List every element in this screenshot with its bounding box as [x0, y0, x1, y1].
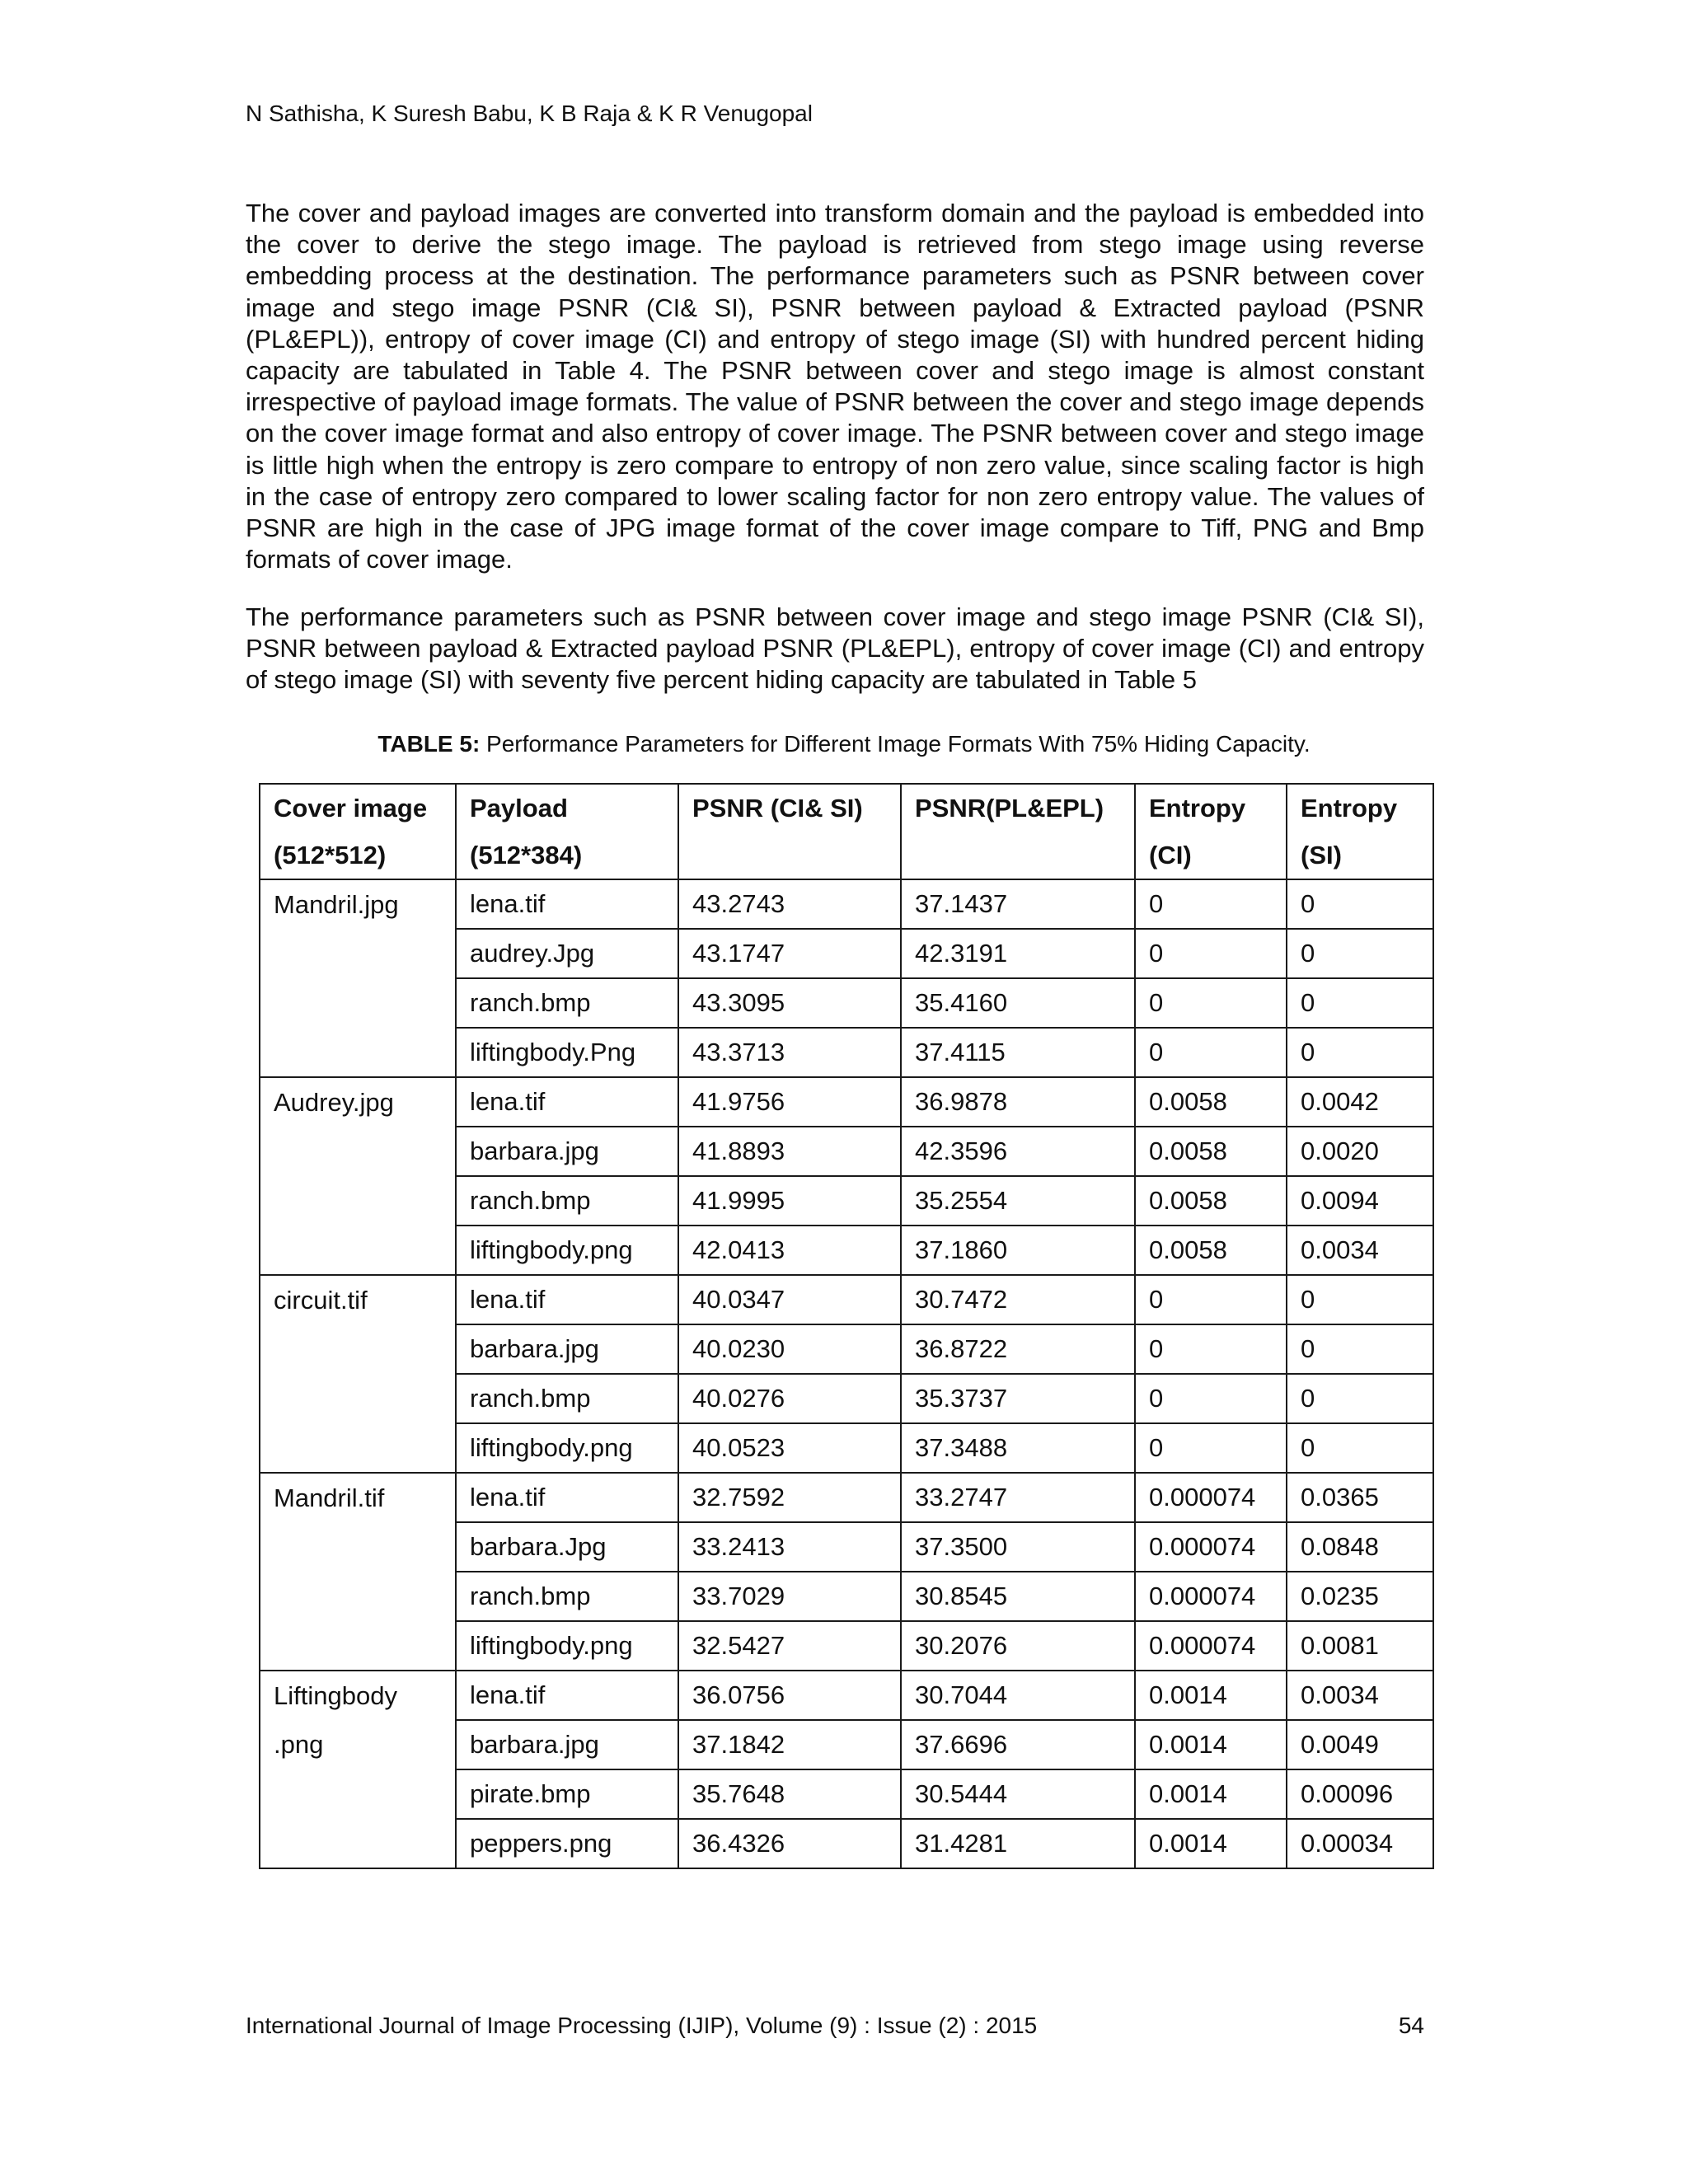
payload-cell: barbara.Jpg: [456, 1522, 678, 1572]
entropy-ci-cell: 0.0058: [1135, 1176, 1287, 1226]
table-row: [260, 1671, 1433, 1720]
entropy-ci-cell: 0.000074: [1135, 1473, 1287, 1522]
entropy-si-cell: 0.0034: [1287, 1226, 1433, 1275]
entropy-ci-cell: 0.0014: [1135, 1671, 1287, 1720]
payload-cell: ranch.bmp: [456, 978, 678, 1028]
cover-image-cell: Mandril.jpg: [260, 879, 456, 1077]
psnr-pl-epl-cell: 35.4160: [901, 978, 1135, 1028]
psnr-ci-si-cell: 41.9995: [678, 1176, 901, 1226]
psnr-ci-si-cell: 32.7592: [678, 1473, 901, 1522]
psnr-ci-si-cell: 41.9756: [678, 1077, 901, 1127]
entropy-ci-cell: 0: [1135, 1028, 1287, 1077]
entropy-si-cell: 0: [1287, 879, 1433, 929]
entropy-ci-cell: 0.0014: [1135, 1720, 1287, 1769]
body-paragraph-2: The performance parameters such as PSNR between cover image and stego image PSNR (CI& SI), PSNR between payload & Extracted payload PSNR (PL&EPL), entropy of cover image (CI) and entropy of stego image (SI) with seventy five percent hiding capacity are tabulated in Table 5: [246, 602, 1424, 695]
psnr-pl-epl-cell: 30.2076: [901, 1621, 1135, 1671]
entropy-si-cell: 0.0049: [1287, 1720, 1433, 1769]
entropy-ci-cell: 0: [1135, 1423, 1287, 1473]
payload-cell: lena.tif: [456, 1077, 678, 1127]
psnr-pl-epl-cell: 35.2554: [901, 1176, 1135, 1226]
psnr-ci-si-cell: 36.4326: [678, 1819, 901, 1868]
header-entropy-si: Entropy (SI): [1287, 784, 1433, 879]
header-entropy-ci: Entropy (CI): [1135, 784, 1287, 879]
psnr-pl-epl-cell: 31.4281: [901, 1819, 1135, 1868]
payload-cell: liftingbody.png: [456, 1226, 678, 1275]
psnr-ci-si-cell: 37.1842: [678, 1720, 901, 1769]
psnr-pl-epl-cell: 37.3488: [901, 1423, 1135, 1473]
header-cover-image: Cover image (512*512): [260, 784, 456, 879]
psnr-ci-si-cell: 40.0347: [678, 1275, 901, 1324]
table-row: [260, 1077, 1433, 1127]
payload-cell: barbara.jpg: [456, 1324, 678, 1374]
header-payload: Payload (512*384): [456, 784, 678, 879]
entropy-ci-cell: 0: [1135, 1275, 1287, 1324]
psnr-pl-epl-cell: 30.7044: [901, 1671, 1135, 1720]
table-row: [260, 879, 1433, 929]
psnr-ci-si-cell: 33.7029: [678, 1572, 901, 1621]
entropy-si-cell: 0.0235: [1287, 1572, 1433, 1621]
psnr-ci-si-cell: 36.0756: [678, 1671, 901, 1720]
entropy-si-cell: 0: [1287, 1324, 1433, 1374]
entropy-ci-cell: 0: [1135, 1324, 1287, 1374]
cover-image-cell: Mandril.tif: [260, 1473, 456, 1671]
entropy-ci-cell: 0.0058: [1135, 1077, 1287, 1127]
payload-cell: barbara.jpg: [456, 1720, 678, 1769]
payload-cell: lena.tif: [456, 1473, 678, 1522]
entropy-si-cell: 0: [1287, 929, 1433, 978]
payload-cell: liftingbody.png: [456, 1423, 678, 1473]
table-caption: [0, 729, 1688, 759]
psnr-ci-si-cell: 43.2743: [678, 879, 901, 929]
payload-cell: lena.tif: [456, 1275, 678, 1324]
psnr-ci-si-cell: 40.0523: [678, 1423, 901, 1473]
psnr-pl-epl-cell: 30.8545: [901, 1572, 1135, 1621]
entropy-ci-cell: 0: [1135, 879, 1287, 929]
payload-cell: audrey.Jpg: [456, 929, 678, 978]
payload-cell: lena.tif: [456, 879, 678, 929]
payload-cell: ranch.bmp: [456, 1176, 678, 1226]
entropy-si-cell: 0: [1287, 1275, 1433, 1324]
entropy-si-cell: 0: [1287, 1374, 1433, 1423]
entropy-si-cell: 0.0042: [1287, 1077, 1433, 1127]
psnr-pl-epl-cell: 33.2747: [901, 1473, 1135, 1522]
entropy-si-cell: 0.0094: [1287, 1176, 1433, 1226]
psnr-pl-epl-cell: 37.1437: [901, 879, 1135, 929]
entropy-ci-cell: 0: [1135, 1374, 1287, 1423]
psnr-ci-si-cell: 33.2413: [678, 1522, 901, 1572]
performance-table: [259, 783, 1434, 1869]
entropy-ci-cell: 0.000074: [1135, 1522, 1287, 1572]
cover-image-cell: Liftingbody .png: [260, 1671, 456, 1868]
payload-cell: lena.tif: [456, 1671, 678, 1720]
psnr-ci-si-cell: 35.7648: [678, 1769, 901, 1819]
psnr-pl-epl-cell: 42.3191: [901, 929, 1135, 978]
payload-cell: ranch.bmp: [456, 1572, 678, 1621]
header-psnr-pl-epl: PSNR(PL&EPL): [901, 784, 1135, 879]
psnr-pl-epl-cell: 37.1860: [901, 1226, 1135, 1275]
payload-cell: liftingbody.Png: [456, 1028, 678, 1077]
entropy-si-cell: 0: [1287, 1028, 1433, 1077]
psnr-pl-epl-cell: 36.9878: [901, 1077, 1135, 1127]
footer-page-number: 54: [1398, 2013, 1424, 2038]
entropy-si-cell: 0: [1287, 978, 1433, 1028]
entropy-ci-cell: 0.0058: [1135, 1226, 1287, 1275]
running-head-authors: N Sathisha, K Suresh Babu, K B Raja & K R Venugopal: [246, 101, 813, 126]
psnr-ci-si-cell: 40.0276: [678, 1374, 901, 1423]
entropy-ci-cell: 0.0014: [1135, 1769, 1287, 1819]
psnr-ci-si-cell: 40.0230: [678, 1324, 901, 1374]
payload-cell: ranch.bmp: [456, 1374, 678, 1423]
table-row: [260, 1473, 1433, 1522]
entropy-si-cell: 0.0034: [1287, 1671, 1433, 1720]
psnr-ci-si-cell: 42.0413: [678, 1226, 901, 1275]
table-row: [260, 1275, 1433, 1324]
psnr-ci-si-cell: 43.1747: [678, 929, 901, 978]
entropy-si-cell: 0.0020: [1287, 1127, 1433, 1176]
entropy-ci-cell: 0.000074: [1135, 1572, 1287, 1621]
entropy-si-cell: 0.00096: [1287, 1769, 1433, 1819]
psnr-pl-epl-cell: 37.4115: [901, 1028, 1135, 1077]
entropy-ci-cell: 0.0058: [1135, 1127, 1287, 1176]
entropy-si-cell: 0: [1287, 1423, 1433, 1473]
psnr-pl-epl-cell: 30.7472: [901, 1275, 1135, 1324]
table-caption-text: Performance Parameters for Different Image Formats With 75% Hiding Capacity.: [480, 731, 1311, 757]
entropy-ci-cell: 0: [1135, 978, 1287, 1028]
psnr-pl-epl-cell: 36.8722: [901, 1324, 1135, 1374]
psnr-pl-epl-cell: 42.3596: [901, 1127, 1135, 1176]
psnr-ci-si-cell: 32.5427: [678, 1621, 901, 1671]
entropy-si-cell: 0.0081: [1287, 1621, 1433, 1671]
cover-image-cell: Audrey.jpg: [260, 1077, 456, 1275]
psnr-ci-si-cell: 41.8893: [678, 1127, 901, 1176]
psnr-pl-epl-cell: 37.6696: [901, 1720, 1135, 1769]
entropy-ci-cell: 0.0014: [1135, 1819, 1287, 1868]
entropy-ci-cell: 0.000074: [1135, 1621, 1287, 1671]
payload-cell: pirate.bmp: [456, 1769, 678, 1819]
table-header-row: [260, 784, 1433, 879]
entropy-ci-cell: 0: [1135, 929, 1287, 978]
psnr-ci-si-cell: 43.3713: [678, 1028, 901, 1077]
psnr-pl-epl-cell: 30.5444: [901, 1769, 1135, 1819]
body-paragraph-1: The cover and payload images are converted into transform domain and the payload is embedded into the cover to derive the stego image. The payload is retrieved from stego image using reverse embedding process at the destination. The performance parameters such as PSNR between cover image and stego image PSNR (CI& SI), PSNR between payload & Extracted payload (PSNR (PL&EPL)), entropy of cover image (CI) and entropy of stego image (SI) with hundred percent hiding capacity are tabulated in Table 4. The PSNR between cover and stego image is almost constant irrespective of payload image formats. The value of PSNR between the cover and stego image depends on the cover image format and also entropy of cover image. The PSNR between cover and stego image is little high when the entropy is zero compare to entropy of non zero value, since scaling factor is high in the case of entropy zero compared to lower scaling factor for non zero entropy value. The values of PSNR are high in the case of JPG image format of the cover image compare to Tiff, PNG and Bmp formats of cover image.: [246, 199, 1424, 574]
cover-image-cell: circuit.tif: [260, 1275, 456, 1473]
header-psnr-ci-si: PSNR (CI& SI): [678, 784, 901, 879]
entropy-si-cell: 0.00034: [1287, 1819, 1433, 1868]
psnr-ci-si-cell: 43.3095: [678, 978, 901, 1028]
entropy-si-cell: 0.0365: [1287, 1473, 1433, 1522]
entropy-si-cell: 0.0848: [1287, 1522, 1433, 1572]
psnr-pl-epl-cell: 37.3500: [901, 1522, 1135, 1572]
table-caption-label: TABLE 5:: [377, 731, 481, 757]
table-body: [260, 879, 1433, 1868]
psnr-pl-epl-cell: 35.3737: [901, 1374, 1135, 1423]
payload-cell: peppers.png: [456, 1819, 678, 1868]
payload-cell: barbara.jpg: [456, 1127, 678, 1176]
payload-cell: liftingbody.png: [456, 1621, 678, 1671]
footer-journal: International Journal of Image Processing (IJIP), Volume (9) : Issue (2) : 2015: [246, 2013, 1038, 2038]
